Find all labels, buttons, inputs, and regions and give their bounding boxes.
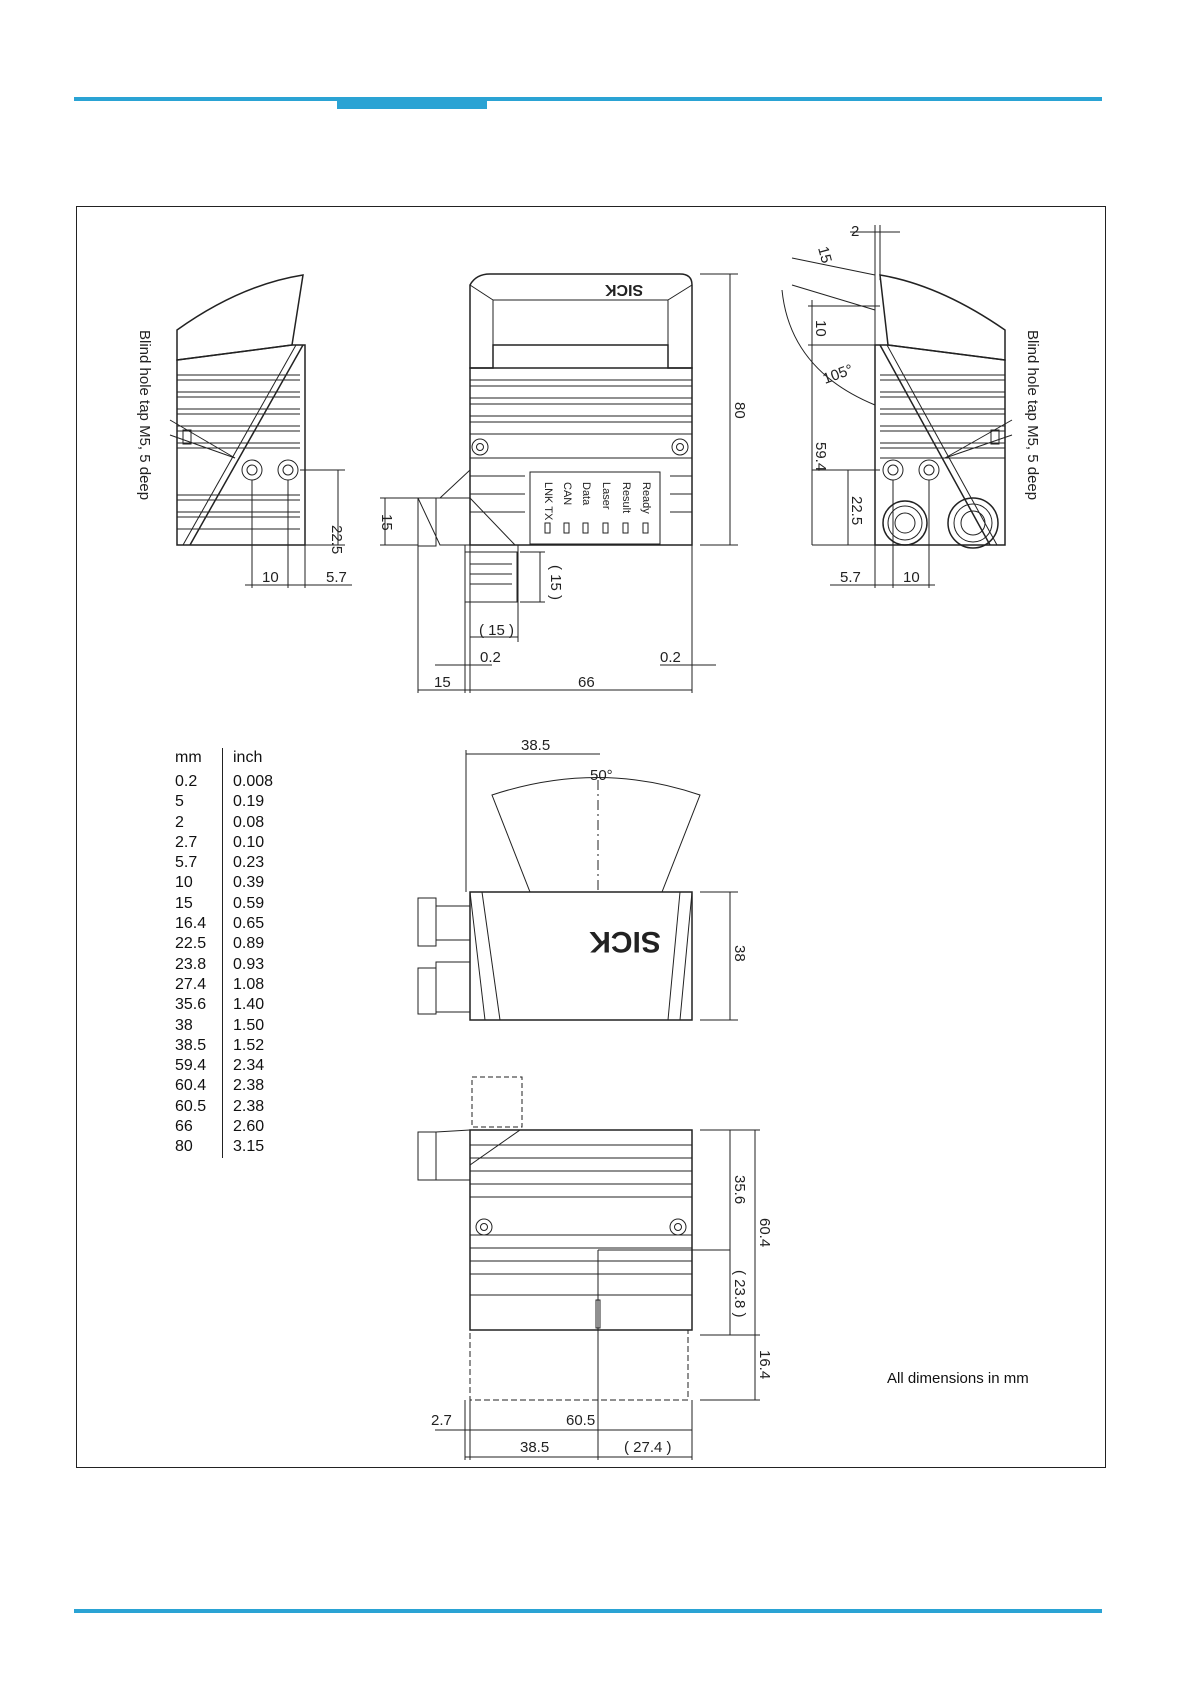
table-cell-mm: 2 [175, 813, 184, 831]
led-label-result: Result [620, 482, 632, 514]
right-side-view [782, 225, 1012, 588]
dim-right-59-4: 59.4 [812, 442, 829, 472]
table-cell-mm: 22.5 [175, 935, 207, 953]
dim-right-15: 15 [814, 244, 835, 266]
table-cell-inch: 0.65 [233, 915, 265, 933]
table-header-mm: mm [175, 749, 202, 766]
dim-front-80: 80 [731, 402, 748, 419]
dim-right-10: 10 [812, 320, 829, 337]
led-label-lnk-tx: LNK TX [542, 482, 554, 521]
table-cell-inch: 0.39 [233, 874, 265, 892]
dim-right-10b: 10 [903, 569, 920, 586]
table-cell-mm: 59.4 [175, 1057, 207, 1075]
dim-right-22-5: 22.5 [848, 496, 865, 526]
dim-bottom-35-6: 35.6 [731, 1175, 748, 1205]
dim-width-66: 66 [578, 674, 595, 691]
table-cell-mm: 23.8 [175, 955, 207, 973]
dim-bottom-2-7: 2.7 [431, 1412, 452, 1429]
table-cell-inch: 1.52 [233, 1036, 265, 1054]
table-cell-mm: 35.6 [175, 996, 207, 1014]
dim-bottom-60-5: 60.5 [566, 1412, 596, 1429]
table-cell-inch: 0.10 [233, 833, 265, 851]
bottom-view [418, 1077, 760, 1460]
table-cell-inch: 0.59 [233, 894, 265, 912]
table-cell-inch: 1.08 [233, 975, 265, 993]
dim-bottom-27-4: ( 27.4 ) [624, 1439, 672, 1456]
dim-gap-right: 0.2 [660, 649, 681, 666]
dim-top-angle: 50° [590, 767, 613, 784]
dim-top-38-5: 38.5 [521, 737, 551, 754]
table-header-inch: inch [233, 749, 263, 766]
table-cell-mm: 66 [175, 1118, 193, 1136]
table-cell-inch: 0.08 [233, 813, 265, 831]
dim-connector-w: ( 15 ) [479, 622, 515, 639]
led-indicators [545, 523, 648, 533]
dim-connector-15: 15 [378, 514, 395, 531]
table-cell-mm: 27.4 [175, 975, 207, 993]
front-view [380, 274, 738, 693]
dim-bottom-60-4: 60.4 [756, 1218, 773, 1248]
led-label-data: Data [580, 482, 592, 506]
dim-bottom-16-4: 16.4 [756, 1350, 773, 1380]
top-view [418, 750, 738, 1020]
dim-top-38: 38 [731, 945, 748, 962]
table-cell-inch: 2.38 [233, 1077, 265, 1095]
table-cell-mm: 38 [175, 1016, 193, 1034]
sick-logo-front [604, 281, 643, 298]
table-cell-mm: 5.7 [175, 854, 198, 872]
table-column-inch [233, 748, 293, 1158]
dim-left-5-7: 5.7 [326, 569, 347, 586]
sick-logo-top [589, 925, 661, 958]
table-cell-inch: 1.40 [233, 996, 265, 1014]
table-cell-inch: 2.60 [233, 1118, 265, 1136]
table-cell-inch: 0.93 [233, 955, 265, 973]
table-cell-inch: 2.38 [233, 1097, 265, 1115]
dim-bottom-38-5: 38.5 [520, 1439, 550, 1456]
table-cell-mm: 10 [175, 874, 193, 892]
dim-bottom-23-8: ( 23.8 ) [731, 1270, 748, 1318]
table-cell-inch: 0.89 [233, 935, 265, 953]
dim-connector-vert: ( 15 ) [547, 565, 564, 601]
dim-left-22-5: 22.5 [328, 525, 345, 555]
dim-left-10: 10 [262, 569, 279, 586]
table-cell-inch: 2.34 [233, 1057, 265, 1075]
table-cell-mm: 16.4 [175, 915, 207, 933]
led-label-can: CAN [561, 482, 573, 506]
table-cell-mm: 2.7 [175, 833, 198, 851]
table-cell-mm: 5 [175, 793, 184, 811]
led-label-ready: Ready [640, 482, 652, 514]
table-cell-inch: 1.50 [233, 1016, 265, 1034]
dim-offset-15: 15 [434, 674, 451, 691]
table-column-mm [175, 748, 225, 1158]
left-side-view [170, 275, 352, 588]
blind-hole-label-left: Blind hole tap M5, 5 deep [136, 330, 153, 501]
blind-hole-label-right: Blind hole tap M5, 5 deep [1024, 330, 1041, 501]
svg-text:SICK: SICK [589, 925, 661, 958]
table-cell-mm: 38.5 [175, 1036, 207, 1054]
led-label-laser: Laser [600, 482, 612, 510]
table-cell-mm: 60.5 [175, 1097, 207, 1115]
table-cell-mm: 0.2 [175, 773, 198, 790]
table-cell-inch: 3.15 [233, 1138, 265, 1156]
all-dimensions-note: All dimensions in mm [887, 1370, 1029, 1387]
svg-text:SICK: SICK [604, 281, 644, 298]
dim-right-2: 2 [851, 223, 860, 240]
table-cell-mm: 15 [175, 894, 193, 912]
table-cell-inch: 0.008 [233, 773, 274, 790]
table-cell-inch: 0.23 [233, 854, 265, 872]
table-cell-mm: 60.4 [175, 1077, 207, 1095]
dim-right-5-7: 5.7 [840, 569, 861, 586]
dim-gap-left: 0.2 [480, 649, 501, 666]
table-cell-mm: 80 [175, 1138, 193, 1156]
table-cell-inch: 0.19 [233, 793, 265, 811]
dim-right-105: 105° [820, 361, 856, 388]
